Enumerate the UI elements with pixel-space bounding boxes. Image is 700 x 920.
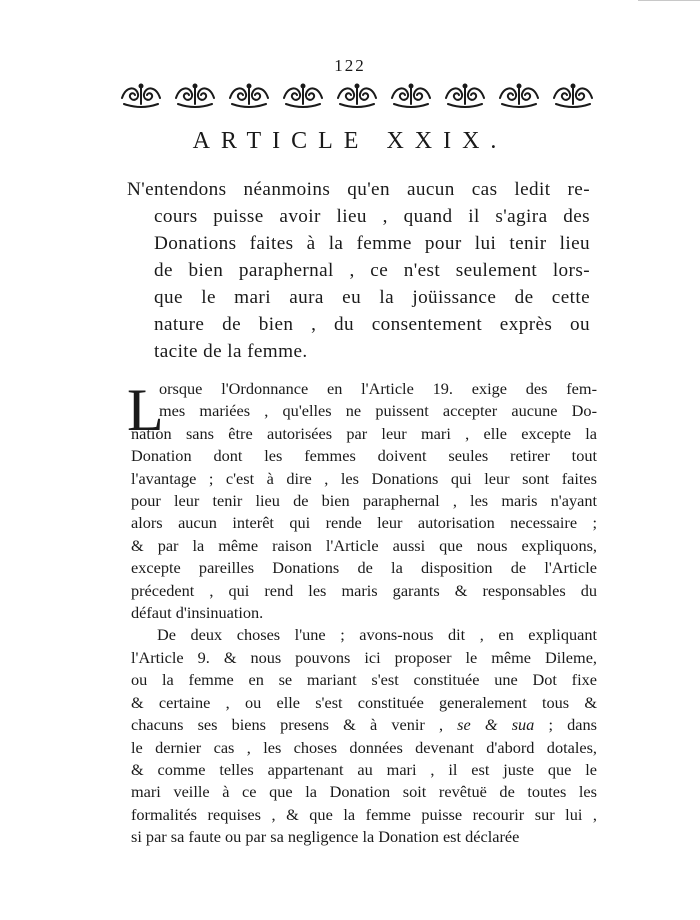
commentary-line: Donation dont les femmes doivent seules retirer tout <box>131 446 597 466</box>
commentary-line: mari veille à ce que la Donation soit revêtuë de toutes les <box>131 782 597 802</box>
fleuron-ornament <box>388 80 434 110</box>
commentary-paragraph-2 <box>131 624 597 848</box>
commentary-line: l'avantage ; c'est à dire , les Donations qui leur sont faites <box>131 468 597 488</box>
commentary-line: & certaine , ou elle s'est constituée generalement tous & <box>131 692 597 712</box>
commentary-text: ; dans <box>534 715 597 735</box>
page-number: 122 <box>334 56 366 75</box>
fleuron-ornament <box>172 80 218 110</box>
page-corner-mark <box>638 0 700 7</box>
article-line: nature de bien , du consentement exprès ou <box>154 314 590 335</box>
article-line: tacite de la femme. <box>154 341 308 362</box>
commentary-line: précedent , qui rend les maris garants & responsables du <box>131 580 597 600</box>
italic-phrase: se & sua <box>457 715 535 735</box>
commentary-text: chacuns ses biens presens & à venir , <box>131 715 458 735</box>
drop-cap: L <box>127 377 164 443</box>
commentary-line: si par sa faute ou par sa negligence la Donation est déclarée <box>131 827 520 847</box>
article-line: que le mari aura eu la joüissance de cette <box>154 287 590 308</box>
article-title: ARTICLE XXIX. <box>192 128 508 154</box>
commentary-line <box>131 714 597 736</box>
article-line: de bien paraphernal , ce n'est seulement lors- <box>154 260 590 281</box>
fleuron-ornament <box>334 80 380 110</box>
commentary-line: & par la même raison l'Article aussi que nous expliquons, <box>131 535 597 555</box>
commentary-line: le dernier cas , les choses données devenant d'abord dotales, <box>131 737 597 757</box>
ornament-band <box>118 78 596 112</box>
fleuron-ornament <box>550 80 596 110</box>
commentary-line: orsque l'Ordonnance en l'Article 19. exige des fem- <box>159 379 597 398</box>
commentary <box>131 378 597 849</box>
article-line: Donations faites à la femme pour lui tenir lieu <box>154 233 590 254</box>
fleuron-ornament <box>118 80 164 110</box>
fleuron-ornament <box>496 80 542 110</box>
article-line: N'entendons néanmoins qu'en aucun cas ledit re- <box>127 179 590 200</box>
commentary-line: De deux choses l'une ; avons-nous dit , en expliquant <box>157 625 597 645</box>
fleuron-ornament <box>442 80 488 110</box>
commentary-line: mes mariées , qu'elles ne puissent accepter aucune Do- <box>159 401 597 421</box>
commentary-line: ou la femme en se mariant s'est constituée une Dot fixe <box>131 670 597 690</box>
commentary-line: alors aucun interêt qui rende leur autorisation necessaire ; <box>131 513 597 533</box>
commentary-line: pour leur tenir lieu de bien paraphernal , les maris n'ayant <box>131 491 597 511</box>
article-line: cours puisse avoir lieu , quand il s'agira des <box>154 206 590 227</box>
commentary-line: nation sans être autorisées par leur mari , elle excepte la <box>131 423 597 443</box>
commentary-line: défaut d'insinuation. <box>131 603 264 623</box>
fleuron-ornament <box>280 80 326 110</box>
commentary-line: l'Article 9. & nous pouvons ici proposer le même Dileme, <box>131 647 597 667</box>
commentary-paragraph-1 <box>131 378 597 624</box>
commentary-line: excepte pareilles Donations de la disposition de l'Article <box>131 558 597 578</box>
article-text <box>127 176 590 365</box>
fleuron-ornament <box>226 80 272 110</box>
commentary-line: formalités requises , & que la femme puisse recourir sur lui , <box>131 804 597 824</box>
commentary-line: & comme telles appartenant au mari , il est juste que le <box>131 759 597 779</box>
